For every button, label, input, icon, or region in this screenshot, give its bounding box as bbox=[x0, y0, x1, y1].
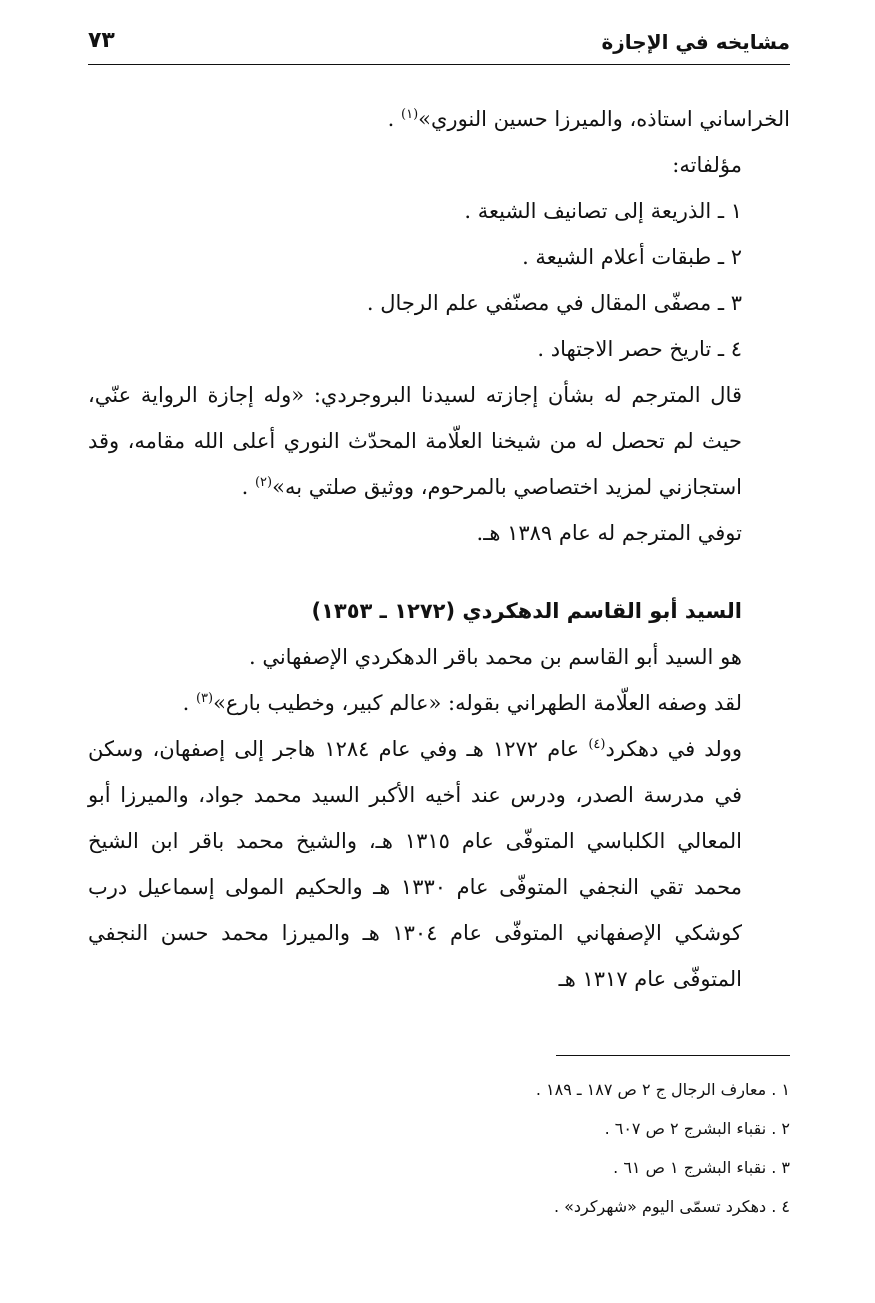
footnote-4: ٤ . دهكرد تسمّى اليوم «شهركرد» . bbox=[553, 1197, 790, 1216]
paragraph-7 bbox=[88, 726, 790, 1002]
paragraph-end: . bbox=[241, 475, 255, 499]
footnote-ref-4[interactable]: (٤) bbox=[588, 737, 606, 752]
paragraph-text: لقد وصفه العلّامة الطهراني بقوله: «عالم كبير، وخطيب بارع» bbox=[213, 691, 742, 715]
works-heading: مؤلفاته: bbox=[672, 153, 742, 177]
footnote-ref-2[interactable]: (٢) bbox=[254, 475, 273, 490]
paragraph-text: قال المترجم له بشأن إجازته لسيدنا البروجردي: «وله إجازة الرواية عنّي، حيث لم تحصل له من شيخنا العلّامة المحدّث النوري أعلى الله مقامه، وقد استجازني لمزيد اختصاصي بالمرحوم، ووثيق صلتي به» bbox=[88, 383, 742, 499]
paragraph-4: توفي المترجم له عام ١٣٨٩ هـ. bbox=[476, 521, 742, 545]
paragraph-6 bbox=[88, 680, 790, 726]
page-header bbox=[88, 20, 790, 65]
footnote-3: ٣ . نقباء البشرج ١ ص ٦١ . bbox=[613, 1158, 790, 1177]
section-title: السيد أبو القاسم الدهكردي (١٢٧٢ ـ ١٣٥٣) bbox=[311, 599, 742, 623]
footnotes bbox=[88, 1070, 790, 1226]
footnote-separator bbox=[556, 1055, 790, 1056]
footnote-2: ٢ . نقباء البشرج ٢ ص ٦٠٧ . bbox=[604, 1119, 790, 1138]
work-item: ١ ـ الذريعة إلى تصانيف الشيعة . bbox=[464, 199, 742, 223]
paragraph-text: عام ١٢٧٢ هـ وفي عام ١٢٨٤ هاجر إلى إصفهان، وسكن في مدرسة الصدر، ودرس عند أخيه الأكبر السيد محمد جواد، والميرزا أبو المعالي الكلباسي المتوفّى عام ١٣١٥ هـ، والشيخ محمد باقر ابن الشيخ محمد تقي النجفي المتوفّى عام ١٣٣٠ هـ والحكيم المولى إسماعيل درب كوشكي الإصفهاني المتوفّى عام ١٣٠٤ هـ والميرزا محمد حسن النجفي المتوفّى عام ١٣١٧ هـ bbox=[88, 737, 742, 991]
paragraph-1 bbox=[88, 96, 790, 142]
work-item: ٣ ـ مصفّى المقال في مصنّفي علم الرجال . bbox=[366, 291, 742, 315]
footnote-ref-1[interactable]: (١) bbox=[401, 107, 419, 122]
paragraph-end: . bbox=[182, 691, 196, 715]
page-number: ٧٣ bbox=[88, 28, 115, 53]
footnote-ref-3[interactable]: (٣) bbox=[195, 691, 214, 706]
main-text bbox=[88, 96, 790, 1002]
paragraph-end: . bbox=[387, 107, 401, 131]
paragraph-3 bbox=[88, 372, 790, 510]
paragraph-text: الخراساني استاذه، والميرزا حسين النوري» bbox=[418, 107, 790, 131]
work-item: ٢ ـ طبقات أعلام الشيعة . bbox=[522, 245, 742, 269]
running-title: مشايخه في الإجازة bbox=[601, 30, 790, 54]
footnote-1: ١ . معارف الرجال ج ٢ ص ١٨٧ ـ ١٨٩ . bbox=[535, 1080, 790, 1099]
paragraph-text: وولد في دهكرد bbox=[605, 737, 743, 761]
work-item: ٤ ـ تاريخ حصر الاجتهاد . bbox=[537, 337, 742, 361]
paragraph-5: هو السيد أبو القاسم بن محمد باقر الدهكردي الإصفهاني . bbox=[248, 645, 742, 669]
